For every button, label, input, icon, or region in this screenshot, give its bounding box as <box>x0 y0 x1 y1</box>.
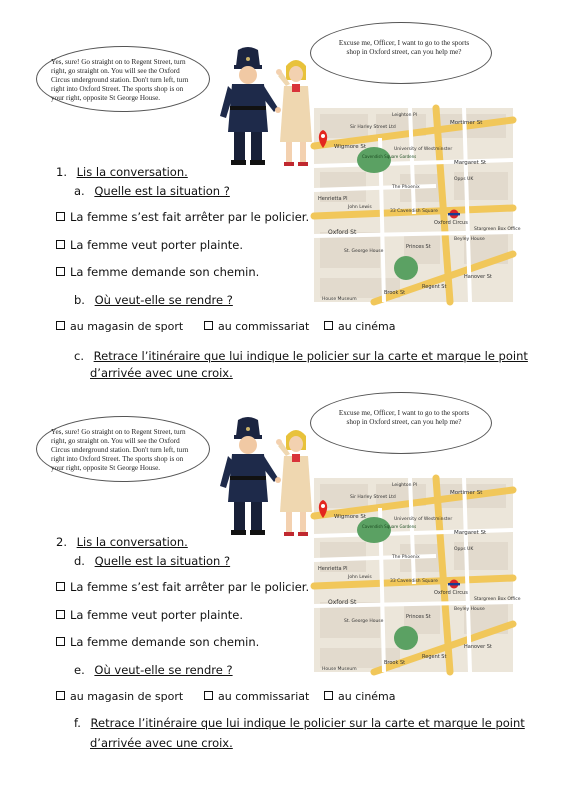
officer-speech-bubble <box>36 416 210 482</box>
checkbox[interactable] <box>56 240 65 249</box>
svg-text:The Phoenix: The Phoenix <box>392 185 420 190</box>
svg-text:Stargreen Box Office: Stargreen Box Office <box>474 597 521 602</box>
svg-text:Sir Harley Street Ltd: Sir Harley Street Ltd <box>350 125 396 130</box>
checkbox[interactable] <box>56 267 65 276</box>
svg-text:University of Westminster: University of Westminster <box>394 517 453 522</box>
section-number: 1. <box>56 165 67 179</box>
option-complaint[interactable]: La femme veut porter plainte. <box>56 608 243 622</box>
officer-speech-bubble <box>36 46 210 112</box>
option-directions[interactable]: La femme demande son chemin. <box>56 635 259 649</box>
svg-text:Mortimer St: Mortimer St <box>450 490 483 496</box>
svg-text:Stargreen Box Office: Stargreen Box Office <box>474 227 521 232</box>
option-arrested[interactable]: La femme s’est fait arrêter par le policier. <box>56 210 309 224</box>
checkbox[interactable] <box>56 212 65 221</box>
svg-text:Oxford St: Oxford St <box>328 599 357 606</box>
checkbox[interactable] <box>56 637 65 646</box>
svg-text:Leighton Pl: Leighton Pl <box>392 483 417 488</box>
svg-text:Margaret St: Margaret St <box>454 160 487 166</box>
svg-text:Henrietta Pl: Henrietta Pl <box>318 196 348 202</box>
svg-text:St. George House: St. George House <box>344 619 384 624</box>
police-and-woman-illustration <box>208 46 320 170</box>
street-map <box>314 108 521 302</box>
checkbox[interactable] <box>324 691 333 700</box>
checkbox[interactable] <box>56 610 65 619</box>
svg-text:Opps UK: Opps UK <box>454 547 474 552</box>
svg-text:Oxford Circus: Oxford Circus <box>434 590 468 596</box>
svg-text:Brook St: Brook St <box>384 660 406 666</box>
question-f-line2: d’arrivée avec une croix. <box>90 736 233 750</box>
woman-speech-text: Excuse me, Officer, I want to go to the sports shop in Oxford street, can you help me? <box>338 409 470 426</box>
svg-text:Princes St: Princes St <box>406 244 431 250</box>
exercise-block-2 <box>0 370 565 750</box>
svg-text:Regent St: Regent St <box>422 654 447 660</box>
svg-text:Wigmore St: Wigmore St <box>334 514 366 520</box>
option-complaint[interactable]: La femme veut porter plainte. <box>56 238 243 252</box>
svg-text:Brook St: Brook St <box>384 290 406 296</box>
svg-text:Oxford St: Oxford St <box>328 229 357 236</box>
svg-text:Margaret St: Margaret St <box>454 530 487 536</box>
checkbox[interactable] <box>56 321 65 330</box>
question-f: f. Retrace l’itinéraire que lui indique le policier sur la carte et marque le point <box>74 716 525 730</box>
section-heading <box>56 165 188 179</box>
svg-text:John Lewis: John Lewis <box>348 575 372 580</box>
option-cinema[interactable]: au cinéma <box>324 320 396 333</box>
question-c-line2: d’arrivée avec une croix. <box>90 366 233 380</box>
option-directions[interactable]: La femme demande son chemin. <box>56 265 259 279</box>
option-arrested[interactable]: La femme s’est fait arrêter par le policier. <box>56 580 309 594</box>
svg-text:Leighton Pl: Leighton Pl <box>392 113 417 118</box>
woman-speech-text: Excuse me, Officer, I want to go to the sports shop in Oxford street, can you help me? <box>338 39 470 56</box>
question-a: a. Quelle est la situation ? <box>74 184 230 198</box>
svg-text:The Phoenix: The Phoenix <box>392 555 420 560</box>
svg-text:33 Cavendish Square: 33 Cavendish Square <box>390 579 438 584</box>
woman-speech-bubble <box>310 22 492 84</box>
svg-text:Oxford Circus: Oxford Circus <box>434 220 468 226</box>
question-e: e. Où veut-elle se rendre ? <box>74 663 233 677</box>
svg-text:Henrietta Pl: Henrietta Pl <box>318 566 348 572</box>
svg-text:Wigmore St: Wigmore St <box>334 144 366 150</box>
section-number: 2. <box>56 535 67 549</box>
svg-text:Cavendish Square Gardens: Cavendish Square Gardens <box>362 154 417 159</box>
officer-speech-text: Yes, sure! Go straight on to Regent Street, turn right, go straight on. You will see the Oxford Circus underground station. Don't turn left, turn right into Oxford Street. The sports shop is on your right, opposite St George House. <box>51 428 189 472</box>
svg-text:Sir Harley Street Ltd: Sir Harley Street Ltd <box>350 495 396 500</box>
svg-text:House Museum: House Museum <box>322 297 357 302</box>
option-sports-shop[interactable]: au magasin de sport <box>56 320 183 333</box>
option-police-station[interactable]: au commissariat <box>204 690 309 703</box>
svg-text:Beyley House: Beyley House <box>454 237 485 242</box>
option-sports-shop[interactable]: au magasin de sport <box>56 690 183 703</box>
svg-text:Hanover St: Hanover St <box>464 274 492 280</box>
svg-text:Opps UK: Opps UK <box>454 177 474 182</box>
svg-text:Princes St: Princes St <box>406 614 431 620</box>
woman-figure <box>276 60 312 166</box>
svg-text:House Museum: House Museum <box>322 667 357 672</box>
section-title: Lis la conversation. <box>76 535 188 549</box>
question-d: d. Quelle est la situation ? <box>74 554 231 568</box>
exercise-block-1 <box>0 0 565 380</box>
checkbox[interactable] <box>56 691 65 700</box>
option-police-station[interactable]: au commissariat <box>204 320 309 333</box>
woman-speech-bubble <box>310 392 492 454</box>
checkbox[interactable] <box>324 321 333 330</box>
checkbox[interactable] <box>204 321 213 330</box>
svg-text:33 Cavendish Square: 33 Cavendish Square <box>390 209 438 214</box>
svg-text:Hanover St: Hanover St <box>464 644 492 650</box>
svg-text:Cavendish Square Gardens: Cavendish Square Gardens <box>362 524 417 529</box>
question-c: c. Retrace l’itinéraire que lui indique le policier sur la carte et marque le point <box>74 349 528 363</box>
svg-text:University of Westminster: University of Westminster <box>394 147 453 152</box>
svg-text:Mortimer St: Mortimer St <box>450 120 483 126</box>
question-b: b. Où veut-elle se rendre ? <box>74 293 233 307</box>
svg-text:Regent St: Regent St <box>422 284 447 290</box>
checkbox[interactable] <box>204 691 213 700</box>
checkbox[interactable] <box>56 582 65 591</box>
svg-text:Beyley House: Beyley House <box>454 607 485 612</box>
street-map <box>314 478 521 672</box>
officer-speech-text: Yes, sure! Go straight on to Regent Street, turn right, go straight on. You will see the Oxford Circus underground station. Don't turn left, turn right into Oxford Street. The sports shop is on your right, opposite St George House. <box>51 58 189 102</box>
option-cinema[interactable]: au cinéma <box>324 690 396 703</box>
policeman-figure <box>220 47 281 165</box>
section-heading <box>56 535 188 549</box>
svg-text:John Lewis: John Lewis <box>348 205 372 210</box>
section-title: Lis la conversation. <box>76 165 188 179</box>
police-and-woman-illustration <box>208 416 320 540</box>
svg-text:St. George House: St. George House <box>344 249 384 254</box>
